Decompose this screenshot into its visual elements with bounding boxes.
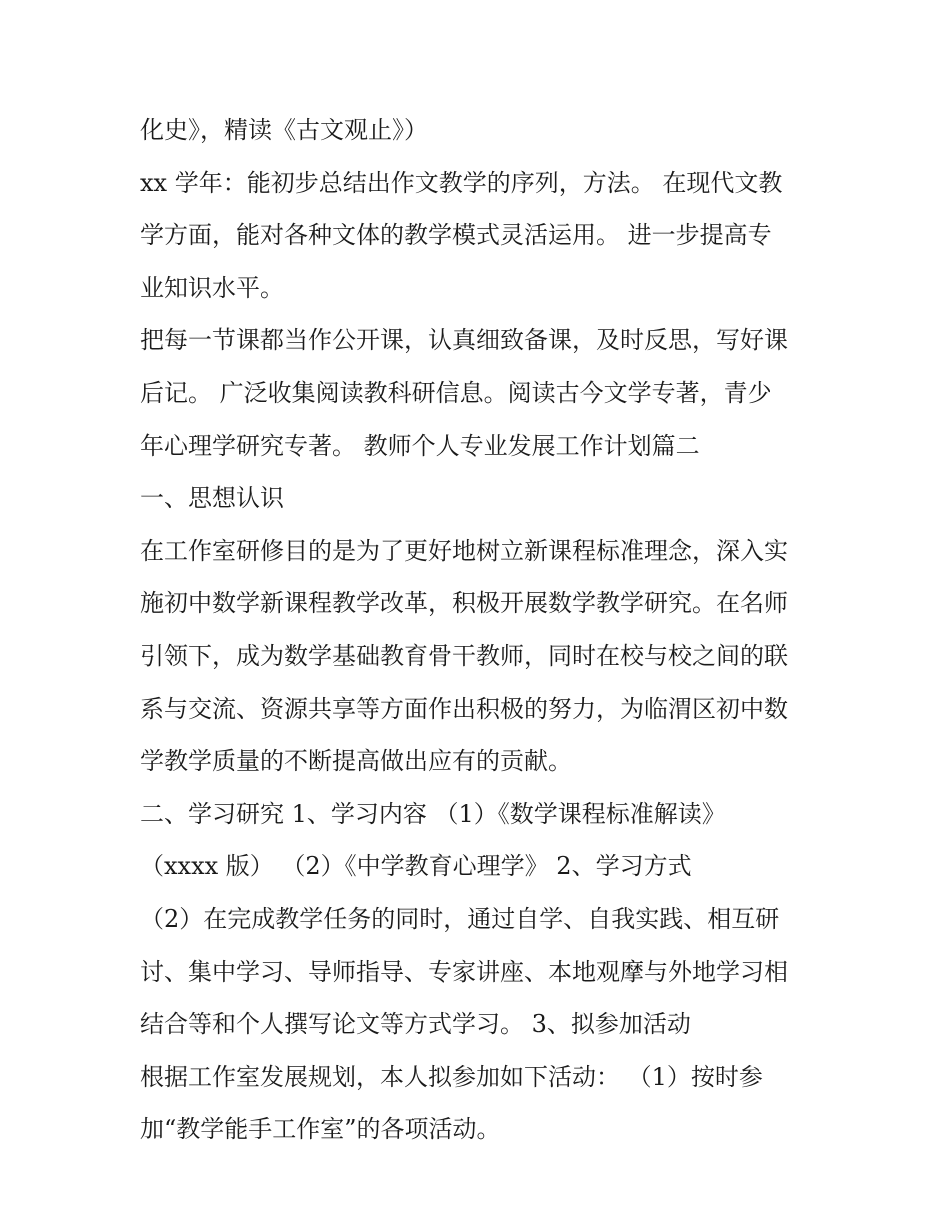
text-line-18: 结合等和个人撰写论文等方式学习。 3、拟参加活动: [140, 1010, 691, 1039]
text-line-6: 后记。 广泛收集阅读教科研信息。阅读古今文学专著，青少: [140, 378, 772, 407]
section-heading-2: 二、学习研究 1、学习内容 （1）《数学课程标准解读》: [140, 799, 726, 828]
text-line-7: 年心理学研究专著。 教师个人专业发展工作计划篇二: [140, 431, 700, 460]
text-line-20: 加“教学能手工作室”的各项活动。: [140, 1115, 501, 1144]
text-line-3: 学方面，能对各种文体的教学模式灵活运用。 进一步提高专: [140, 221, 772, 250]
text-line-19: 根据工作室发展规划，本人拟参加如下活动： （1）按时参: [140, 1062, 763, 1091]
text-line-10: 施初中数学新课程教学改革，积极开展数学教学研究。在名师: [140, 589, 788, 618]
section-heading-1: 一、思想认识: [140, 484, 284, 513]
text-line-13: 学教学质量的不断提高做出应有的贡献。: [140, 747, 572, 776]
text-line-17: 讨、集中学习、导师指导、专家讲座、本地观摩与外地学习相: [140, 957, 788, 986]
body-text: [140, 104, 830, 1156]
text-line-9: 在工作室研修目的是为了更好地树立新课程标准理念，深入实: [140, 536, 788, 565]
text-line-15: （xxxx 版） （2）《中学教育心理学》 2、学习方式: [140, 852, 692, 881]
text-line-16: （2）在完成教学任务的同时，通过自学、自我实践、相互研: [140, 904, 780, 933]
text-line-2: xx 学年：能初步总结出作文教学的序列，方法。 在现代文教: [140, 168, 783, 197]
text-line-5: 把每一节课都当作公开课，认真细致备课，及时反思，写好课: [140, 326, 788, 355]
text-line-12: 系与交流、资源共享等方面作出积极的努力，为临渭区初中数: [140, 694, 788, 723]
text-line-4: 业知识水平。: [140, 273, 284, 302]
text-line-1: 化史》，精读《古文观止》）: [140, 116, 428, 144]
text-line-11: 引领下，成为数学基础教育骨干教师，同时在校与校之间的联: [140, 641, 788, 670]
